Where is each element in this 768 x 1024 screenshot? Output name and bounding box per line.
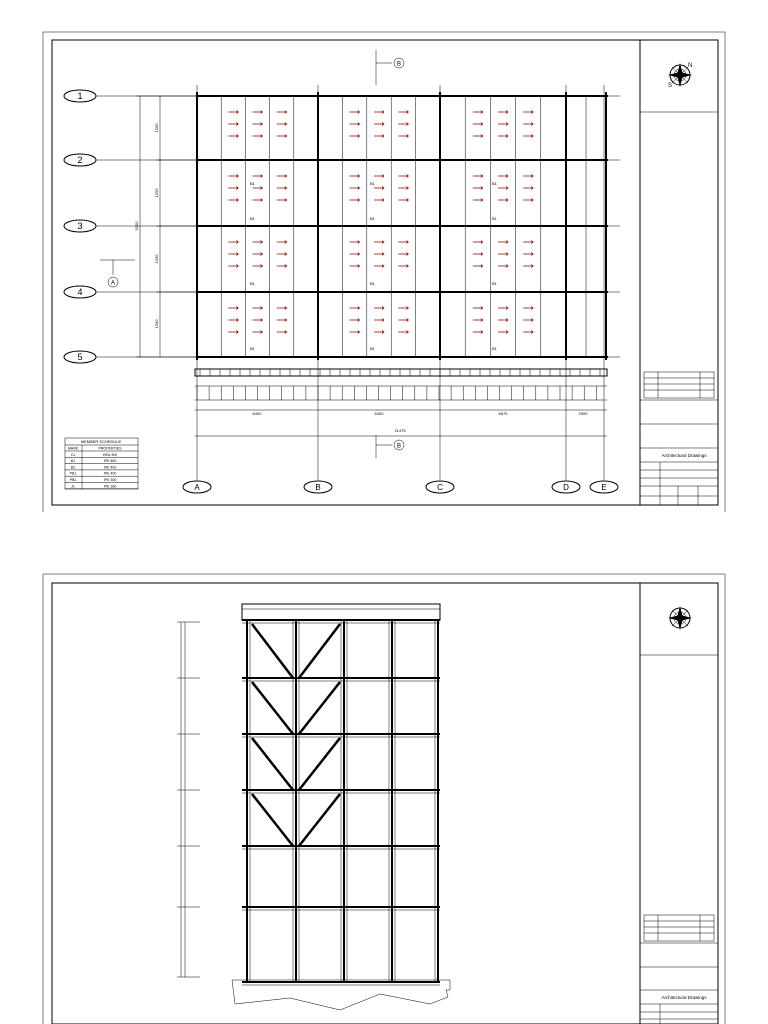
deck-arrow-icon: [398, 123, 408, 126]
deck-arrow-icon: [374, 307, 384, 310]
north-arrow-icon: [668, 63, 692, 89]
row-dim-4: 1250: [154, 319, 159, 329]
svg-text:B: B: [396, 443, 402, 450]
deck-arrow-icon: [228, 111, 238, 114]
title-block-2: [640, 655, 718, 1024]
deck-arrow-icon: [398, 135, 408, 138]
deck-arrow-icon: [350, 187, 360, 190]
deck-arrow-icon: [253, 135, 263, 138]
svg-text:2: 2: [77, 155, 83, 165]
beam-label: B1: [370, 181, 375, 186]
beam-label: B1: [370, 281, 375, 286]
deck-arrow-icon: [523, 253, 533, 256]
deck-arrow-icon: [277, 307, 287, 310]
elevation-sheet: [0, 512, 768, 1024]
deck-arrow-icon: [228, 187, 238, 190]
brace: [299, 794, 340, 846]
beam-label: B1: [370, 346, 375, 351]
deck-arrow-icon: [523, 111, 533, 114]
deck-arrow-icon: [277, 135, 287, 138]
svg-text:C: C: [437, 483, 443, 492]
schedule-header-properties: PROPERTIES: [98, 446, 122, 451]
deck-arrow-icon: [228, 319, 238, 322]
deck-arrow-icon: [374, 331, 384, 334]
schedule-mark: PB1: [69, 471, 77, 476]
deck-arrow-icon: [473, 319, 483, 322]
deck-arrow-icon: [374, 123, 384, 126]
deck-arrow-icon: [277, 123, 287, 126]
deck-arrow-icon: [350, 123, 360, 126]
deck-arrow-icon: [374, 241, 384, 244]
svg-text:E: E: [601, 483, 607, 492]
deck-arrow-icon: [498, 111, 508, 114]
deck-arrow-icon: [228, 175, 238, 178]
svg-text:1: 1: [77, 91, 83, 101]
deck-arrow-icon: [498, 123, 508, 126]
brace: [299, 738, 340, 790]
deck-arrow-icon: [253, 319, 263, 322]
deck-arrow-icon: [253, 123, 263, 126]
level-dimension-line: [177, 622, 200, 977]
beam-label: B1: [250, 346, 255, 351]
section-mark-side: [100, 260, 135, 287]
schedule-title: MEMBER SCHEDULE: [80, 439, 122, 444]
deck-arrow-icon: [498, 307, 508, 310]
drawing-border: [52, 40, 718, 505]
deck-arrow-icon: [473, 199, 483, 202]
deck-arrow-icon: [253, 199, 263, 202]
title-block-drawing-title: Architectural Drawings: [661, 453, 707, 458]
deck-arrow-icon: [473, 253, 483, 256]
grid-bubble-d: [552, 481, 580, 493]
beam-label: B1: [250, 181, 255, 186]
deck-arrow-icon: [473, 241, 483, 244]
deck-arrow-icon: [498, 265, 508, 268]
elevation-frame: [242, 620, 440, 985]
deck-arrow-icon: [374, 319, 384, 322]
deck-arrow-icon: [228, 307, 238, 310]
deck-arrow-icon: [350, 307, 360, 310]
grid-bubble-5: [64, 351, 96, 363]
bay-dim-3: 6675: [498, 411, 508, 416]
schedule-mark: PB2: [69, 478, 77, 482]
deck-arrow-icon: [473, 187, 483, 190]
grid-bubble-e: [590, 481, 618, 493]
deck-arrow-icon: [253, 175, 263, 178]
deck-arrow-icon: [228, 331, 238, 334]
deck-arrow-icon: [473, 307, 483, 310]
deck-arrow-icon: [398, 241, 408, 244]
deck-arrow-icon: [253, 331, 263, 334]
member-schedule: [65, 438, 138, 489]
deck-arrow-icon: [523, 241, 533, 244]
deck-arrow-icon: [350, 319, 360, 322]
title-block: [640, 112, 718, 505]
deck-arrow-icon: [523, 135, 533, 138]
svg-text:A: A: [110, 280, 116, 287]
north-arrow-icon: [668, 606, 692, 630]
deck-arrow-icon: [350, 175, 360, 178]
beam-label: B1: [250, 216, 255, 221]
beam-label: B1: [492, 281, 497, 286]
schedule-mark: J1: [71, 484, 75, 489]
svg-text:A: A: [194, 483, 200, 492]
deck-arrow-icon: [473, 175, 483, 178]
drawing-border-2: [52, 583, 718, 1024]
deck-arrow-icon: [350, 331, 360, 334]
deck-arrow-icon: [473, 331, 483, 334]
deck-arrow-icon: [253, 111, 263, 114]
roof-parapet: [242, 604, 440, 620]
deck-arrow-icon: [253, 241, 263, 244]
deck-arrow-icon: [277, 175, 287, 178]
svg-text:B: B: [396, 61, 402, 68]
deck-arrow-icon: [473, 135, 483, 138]
deck-arrow-icon: [498, 253, 508, 256]
deck-arrow-icon: [350, 111, 360, 114]
schedule-mark: B1: [70, 459, 76, 464]
deck-span-arrows: [228, 111, 533, 334]
deck-arrow-icon: [523, 187, 533, 190]
brace: [252, 794, 293, 846]
deck-arrow-icon: [398, 187, 408, 190]
deck-arrow-icon: [398, 331, 408, 334]
deck-arrow-icon: [498, 175, 508, 178]
deck-arrow-icon: [350, 241, 360, 244]
column-grid-bubbles: [183, 481, 618, 493]
deck-arrow-icon: [277, 111, 287, 114]
deck-arrow-icon: [498, 187, 508, 190]
grid-bubble-a: [183, 481, 211, 493]
deck-arrow-icon: [398, 265, 408, 268]
beam-label: B1: [492, 181, 497, 186]
horizontal-dimensions: [195, 386, 607, 436]
svg-text:S: S: [668, 83, 673, 89]
deck-arrow-icon: [498, 331, 508, 334]
beam-label: B1: [370, 216, 375, 221]
brace: [252, 682, 293, 734]
svg-text:N: N: [688, 63, 693, 69]
vertical-dimensions: [134, 96, 196, 357]
deck-arrow-icon: [473, 265, 483, 268]
deck-arrow-icon: [498, 241, 508, 244]
schedule-property: IPE 160: [103, 484, 117, 489]
deck-arrow-icon: [374, 265, 384, 268]
deck-arrow-icon: [228, 199, 238, 202]
total-width-dim: 21475: [394, 428, 406, 433]
deck-arrow-icon: [277, 253, 287, 256]
deck-arrow-icon: [523, 331, 533, 334]
deck-arrow-icon: [523, 175, 533, 178]
bay-dim-1: 6400: [252, 411, 262, 416]
deck-arrow-icon: [277, 241, 287, 244]
deck-arrow-icon: [277, 199, 287, 202]
beam-label: B1: [250, 281, 255, 286]
deck-arrow-icon: [523, 265, 533, 268]
bay-dim-2: 6400: [374, 411, 384, 416]
svg-text:5: 5: [77, 352, 83, 362]
deck-arrow-icon: [228, 265, 238, 268]
brace: [252, 738, 293, 790]
beam-label: B1: [492, 216, 497, 221]
deck-arrow-icon: [374, 253, 384, 256]
title-block-drawing-title-2: Architectural Drawings: [661, 995, 707, 1000]
deck-arrow-icon: [277, 187, 287, 190]
svg-text:B: B: [315, 483, 321, 492]
deck-arrow-icon: [398, 175, 408, 178]
deck-arrow-icon: [374, 135, 384, 138]
deck-arrow-icon: [374, 175, 384, 178]
deck-arrow-icon: [374, 199, 384, 202]
deck-arrow-icon: [523, 199, 533, 202]
section-mark-bottom: [376, 435, 404, 458]
schedule-property: IPE 300: [103, 478, 117, 482]
grid-bubble-1: [64, 90, 96, 102]
edge-beam-strip: [195, 369, 607, 376]
deck-arrow-icon: [523, 123, 533, 126]
deck-arrow-icon: [277, 265, 287, 268]
grid-bubble-c: [426, 481, 454, 493]
deck-arrow-icon: [277, 319, 287, 322]
svg-text:4: 4: [77, 287, 83, 297]
row-dim-1: 1250: [154, 123, 159, 133]
deck-arrow-icon: [398, 307, 408, 310]
schedule-property: IPE 600: [103, 459, 117, 464]
bay-dim-4: 2000: [578, 411, 588, 416]
svg-text:3: 3: [77, 221, 83, 231]
grid-bubble-3: [64, 220, 96, 232]
row-dim-2: 1250: [154, 188, 159, 198]
deck-arrow-icon: [350, 253, 360, 256]
deck-arrow-icon: [228, 135, 238, 138]
deck-arrow-icon: [473, 123, 483, 126]
brace: [252, 624, 293, 678]
deck-arrow-icon: [374, 111, 384, 114]
deck-arrow-icon: [350, 199, 360, 202]
deck-arrow-icon: [498, 319, 508, 322]
svg-text:D: D: [563, 483, 569, 492]
deck-arrow-icon: [374, 187, 384, 190]
beam-label: B1: [492, 346, 497, 351]
grid-bubble-4: [64, 286, 96, 298]
deck-arrow-icon: [350, 265, 360, 268]
section-mark-top: [376, 50, 404, 85]
deck-arrow-icon: [398, 111, 408, 114]
deck-arrow-icon: [253, 253, 263, 256]
schedule-property: IPE 400: [103, 471, 117, 476]
ground-line: [232, 980, 450, 1010]
schedule-property: IPE 400: [103, 465, 117, 470]
deck-arrow-icon: [473, 111, 483, 114]
row-grid-bubbles: [64, 90, 96, 363]
deck-arrow-icon: [498, 135, 508, 138]
deck-arrow-icon: [523, 307, 533, 310]
brace: [299, 624, 340, 678]
deck-arrow-icon: [228, 123, 238, 126]
deck-arrow-icon: [398, 199, 408, 202]
deck-arrow-icon: [228, 253, 238, 256]
grid-bubble-b: [304, 481, 332, 493]
plan-grid-columns: [197, 85, 604, 480]
deck-arrow-icon: [350, 135, 360, 138]
deck-arrow-icon: [253, 187, 263, 190]
brace: [299, 682, 340, 734]
deck-arrow-icon: [523, 319, 533, 322]
schedule-property: HEA 300: [102, 452, 118, 457]
deck-arrow-icon: [253, 265, 263, 268]
schedule-mark: C1: [70, 452, 76, 457]
deck-arrow-icon: [228, 241, 238, 244]
deck-arrow-icon: [253, 307, 263, 310]
deck-arrow-icon: [277, 331, 287, 334]
grid-bubble-2: [64, 154, 96, 166]
schedule-mark: B2: [70, 465, 76, 470]
deck-arrow-icon: [498, 199, 508, 202]
deck-arrow-icon: [398, 319, 408, 322]
schedule-header-mark: MARK: [67, 446, 79, 451]
total-height-dim: 5000: [134, 221, 139, 231]
row-dim-3: 1250: [154, 254, 159, 264]
deck-arrow-icon: [398, 253, 408, 256]
